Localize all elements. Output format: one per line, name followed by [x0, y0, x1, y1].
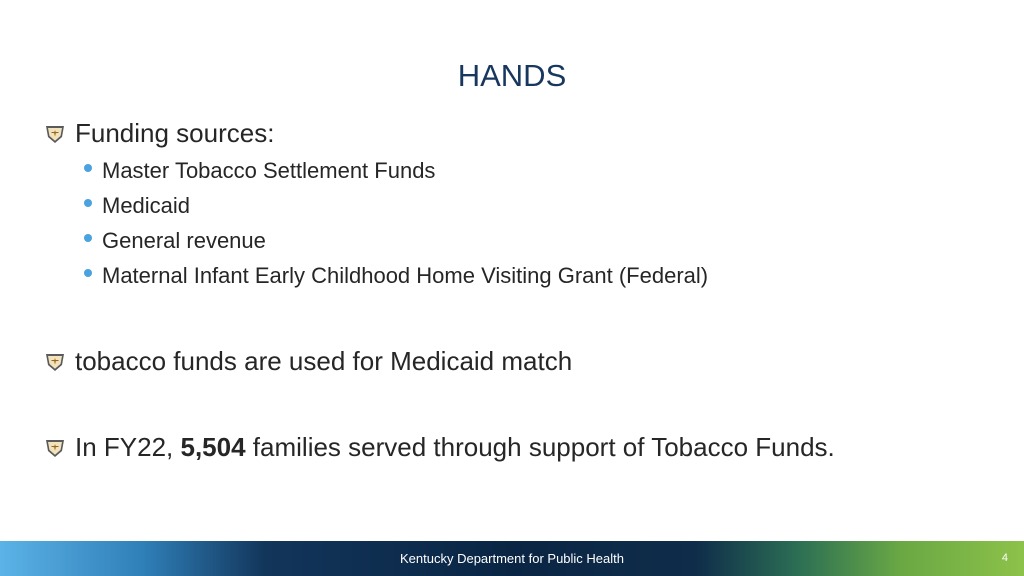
- sub-item-text: Medicaid: [102, 193, 191, 218]
- footer-bar: [0, 541, 1024, 576]
- sub-bullet-dot: [84, 164, 92, 172]
- bullet-text: Funding sources:: [75, 118, 275, 148]
- sub-bullet-dot: [84, 269, 92, 277]
- bullet-text: tobacco funds are used for Medicaid match: [75, 346, 573, 376]
- sub-item-text: Maternal Infant Early Childhood Home Visiting Grant (Federal): [102, 263, 709, 288]
- families-count: 5,504: [180, 432, 246, 462]
- bullet-medicaid-match: [44, 346, 572, 377]
- shield-emblem-icon: [44, 351, 66, 373]
- sub-item: [84, 193, 190, 219]
- bullet-families-served: [44, 432, 835, 463]
- sub-item-text: General revenue: [102, 228, 266, 253]
- bullet-text-suffix: families served through support of Tobacco Funds.: [245, 432, 835, 462]
- bullet-text: [75, 432, 835, 463]
- sub-item-text: Master Tobacco Settlement Funds: [102, 158, 436, 183]
- slide-title: HANDS: [457, 58, 567, 93]
- footer-text: Kentucky Department for Public Health: [400, 551, 624, 566]
- sub-bullet-dot: [84, 234, 92, 242]
- sub-item: [84, 158, 435, 184]
- sub-item: [84, 228, 266, 254]
- shield-emblem-icon: [44, 437, 66, 459]
- page-number: 4: [1001, 552, 1008, 564]
- shield-emblem-icon: [44, 123, 66, 145]
- bullet-text-prefix: In FY22,: [75, 432, 181, 462]
- bullet-funding-sources: [44, 118, 274, 149]
- sub-bullet-dot: [84, 199, 92, 207]
- sub-item: [84, 263, 708, 289]
